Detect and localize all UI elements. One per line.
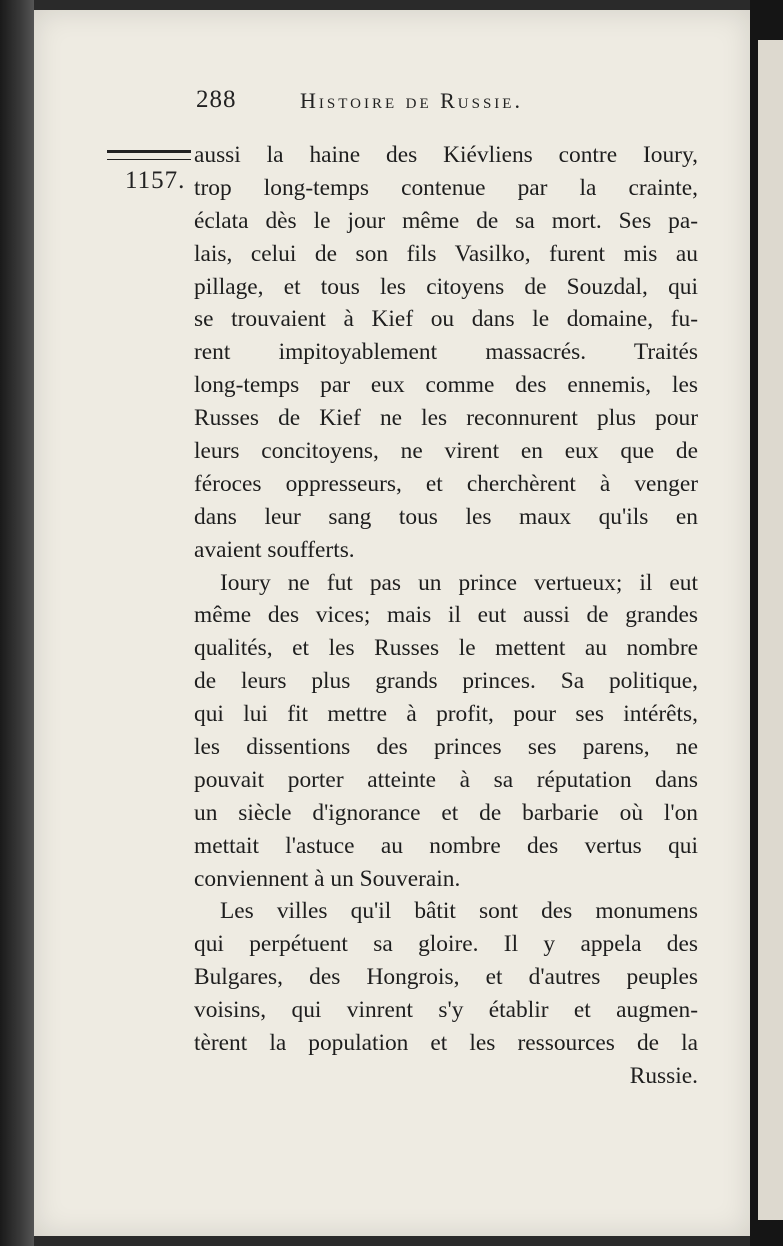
text-line: Bulgares, des Hongrois, et d'autres peuples [194,964,698,991]
text-line: avaient soufferts. [194,536,355,563]
body-text [194,139,698,1093]
text-line: long-temps par eux comme des ennemis, les [194,372,698,399]
text-line: les dissentions des princes ses parens, ne [194,734,698,761]
page-number: 288 [196,86,237,113]
text-line: Russie. [629,1062,698,1089]
text-line: voisins, qui vinrent s'y établir et augmen- [194,997,698,1024]
running-title: Histoire de Russie. [300,88,523,113]
facing-page-edge [758,40,783,1220]
page-header [196,86,523,114]
text-line: qui lui fit mettre à profit, pour ses intérêts, [194,701,698,728]
text-line: lais, celui de son fils Vasilko, furent mis au [194,240,698,267]
margin-year: 1157. [125,167,186,194]
text-line: Russes de Kief ne les reconnurent plus pour [194,405,698,432]
text-line: dans leur sang tous les maux qu'ils en [194,503,698,530]
text-line: qui perpétuent sa gloire. Il y appela des [194,931,698,958]
text-line: Ioury ne fut pas un prince vertueux; il eut [220,569,698,596]
text-line: se trouvaient à Kief ou dans le domaine, fu- [194,306,698,333]
text-line: leurs concitoyens, ne virent en eux que de [194,438,698,465]
text-line: tèrent la population et les ressources de la [194,1030,698,1057]
text-line: qualités, et les Russes le mettent au nombre [194,635,698,662]
paragraph-3 [194,895,698,1092]
margin-rule [107,150,191,160]
text-line: trop long-temps contenue par la crainte, [194,174,698,201]
text-line: Les villes qu'il bâtit sont des monumens [220,898,698,925]
text-line: pillage, et tous les citoyens de Souzdal, qui [194,273,698,300]
book-left-edge [0,0,34,1246]
text-line: mettait l'astuce au nombre des vertus qui [194,832,698,859]
text-line: rent impitoyablement massacrés. Traités [194,339,698,366]
text-line: aussi la haine des Kiévliens contre Ioury, [194,142,698,168]
text-line: de leurs plus grands princes. Sa politique, [194,668,698,695]
text-line: pouvait porter atteinte à sa réputation dans [194,766,698,793]
text-line: conviennent à un Souverain. [194,865,461,892]
text-line: éclata dès le jour même de sa mort. Ses pa- [194,207,698,234]
text-line: même des vices; mais il eut aussi de grandes [194,602,698,629]
text-line: un siècle d'ignorance et de barbarie où l'on [194,799,698,826]
text-line: féroces oppresseurs, et cherchèrent à venger [194,470,698,497]
paragraph-2 [194,567,698,896]
paragraph-1 [194,139,698,567]
